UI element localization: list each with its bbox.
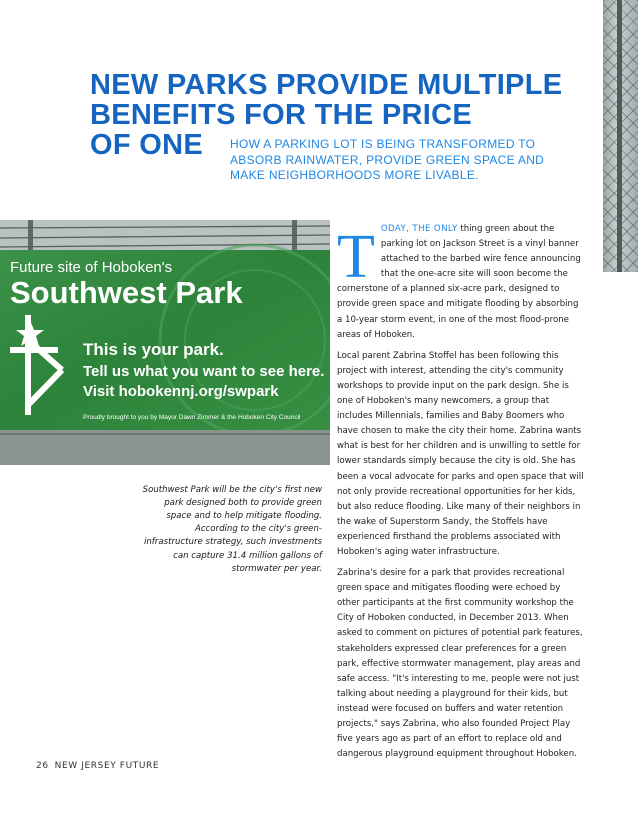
photo-caption: Southwest Park will be the city's first new park designed both to provide green space and to help mitigate flooding. According to the city's green-infrastructure strategy, such investments can capture 31.4 million gallons of stormwater per year. (142, 484, 322, 574)
banner-text-2: Southwest Park (10, 275, 243, 310)
lead-in: ODAY, THE ONLY (380, 224, 458, 234)
banner-text-4: Tell us what you want to see here. (83, 363, 325, 380)
paragraph-2: Local parent Zabrina Stoffel has been following this project with interest, attending the city's community workshops to provide input on the park design. She is one of Hoboken's many newcomers, a group that includes Millennials, families and Baby Boomers who have chosen to make the city their home. Zabrina wants what is best for her children and is unwilling to settle for lower standards simply because the city is old. She has been a vocal advocate for parks and open space that will not only provide recreational opportunities for her kids, but also reduce flooding. Like many of their neighbors in the wake of Superstorm Sandy, the Stoffels have experienced firsthand the problems associated with Hoboken's aging water infrastructure. (337, 350, 584, 557)
park-banner-photo (0, 220, 330, 465)
fence-photo-strip (603, 0, 638, 272)
paragraph-1-text: thing green about the parking lot on Jackson Street is a vinyl banner attached to the barbed wire fence announcing that the one-acre site will soon become the cornerstone of a planned six-acre park, designed to provide green space and mitigate flooding by absorbing a 10-year storm event, in one of the most flood-prone areas of Hoboken. (337, 224, 581, 340)
page-footer (36, 761, 159, 771)
banner-text-3: This is your park. (83, 340, 224, 359)
paragraph-3: Zabrina's desire for a park that provides recreational green space and mitigates flooding were echoed by other participants at the first community workshop the City of Hoboken conducted, in December 2013. When asked to comment on pictures of potential park features, stakeholders expressed clear preferences for a green park, effective stormwater management, play areas and safe access. "It's interesting to me, people were not just talking about needing a playground for their kids, but instead were focused on buffers and water retention projects," says Zabrina, who also founded Project Play five years ago as part of an effort to replace old and dangerous playground equipment throughout Hoboken. (337, 568, 583, 760)
page-number: 26 (36, 761, 49, 771)
paragraph-1 (337, 222, 584, 343)
banner-text-1: Future site of Hoboken's (10, 259, 173, 276)
article-subtitle: HOW A PARKING LOT IS BEING TRANSFORMED TO ABSORB RAINWATER, PROVIDE GREEN SPACE AND MAKE NEIGHBORHOODS MORE LIVABLE. (230, 137, 545, 182)
title-line-1: NEW PARKS PROVIDE MULTIPLE (90, 69, 563, 101)
title-line-2: BENEFITS FOR THE PRICE (90, 99, 473, 131)
banner-text-6: Proudly brought to you by Mayor Dawn Zimmer & the Hoboken City Council (83, 414, 301, 421)
article-body (337, 222, 584, 768)
banner-text-5: Visit hobokennj.org/swpark (83, 383, 279, 400)
publication-name: NEW JERSEY FUTURE (54, 761, 160, 771)
title-line-3: OF ONE (90, 129, 203, 161)
drop-cap: T (337, 223, 375, 291)
